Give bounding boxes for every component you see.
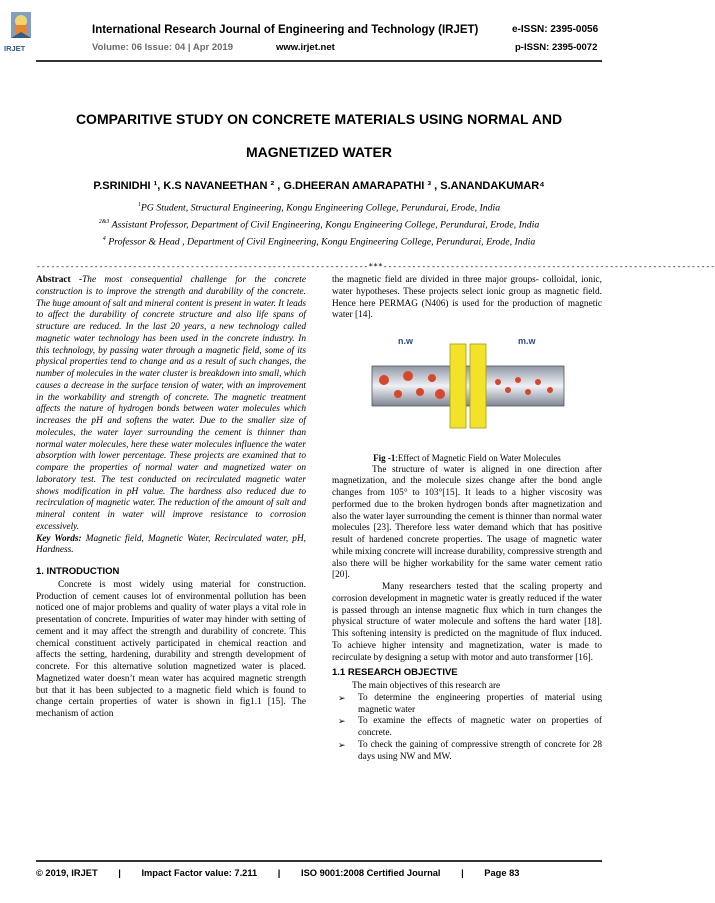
affiliation-1: $^1$PG Student, Structural Engineering, Kongu Engineering College, Perundurai, Erode, India	[137, 202, 501, 214]
section-separator: ---------------------------------------------------------------------***---------------------------------------------------------------------	[36, 262, 715, 271]
footer-rule	[36, 860, 602, 862]
pissn: p-ISSN: 2395-0072	[515, 42, 598, 53]
footer-impact: Impact Factor value: 7.211	[141, 868, 258, 878]
figure-caption-text: :Effect of Magnetic Field on Water Molecules	[395, 452, 561, 463]
footer-page: Page 83	[484, 868, 520, 878]
footer	[36, 868, 602, 878]
right-paragraph-2: The structure of water is aligned in one direction after magnetization, and the molecule sizes change after the bond angle changes from 105° to 103°[15]. It leads to a higher viscosity was performed due to the broken hydrogen bonds after magnetization and also the water layer surrounding the cement is thinner than normal water molecules [23]. Therefore less water demand which that has positive result of hardened concrete properties. The usage of magnetic water while mixing concrete will increase durability, compressive strength and also there will be higher workability for the same water cement ratio [20].	[332, 464, 602, 581]
objective-item: ➢ To determine the engineering properties of material using magnetic water	[332, 693, 602, 717]
logo-text: IRJET	[4, 44, 26, 53]
footer-sep: |	[118, 868, 121, 878]
objective-item: ➢ To examine the effects of magnetic water on properties of concrete.	[332, 716, 602, 740]
journal-website: www.irjet.net	[276, 42, 335, 53]
footer-iso: ISO 9001:2008 Certified Journal	[300, 868, 441, 878]
bullet-arrow-icon: ➢	[338, 739, 346, 750]
keywords	[36, 534, 306, 558]
figure-caption-label: Fig -1	[373, 452, 396, 463]
paper-title-line-2: MAGNETIZED WATER	[246, 144, 392, 160]
paper-title-line-1: COMPARITIVE STUDY ON CONCRETE MATERIALS USING NORMAL AND	[75, 111, 563, 127]
objective-item: ➢ To check the gaining of compressive strength of concrete for 28 days using NW and MW.	[332, 740, 602, 764]
authors: P.SRINIDHI ¹, K.S NAVANEETHAN ² , G.DHEERAN AMARAPATHI ³ , S.ANANDAKUMAR⁴	[93, 180, 545, 192]
research-objective-heading: 1.1 RESEARCH OBJECTIVE	[332, 667, 458, 679]
keywords-label: Key Words:	[36, 533, 82, 544]
footer-sep: |	[461, 868, 464, 878]
keywords-text: Magnetic field, Magnetic Water, Recirculated water, pH, Hardness.	[36, 533, 306, 556]
right-paragraph-3: Many researchers tested that the scaling property and corrosion development in magnetic water is greatly reduced if the water is passed through an intense magnetic flux which in turn changes the physical structure of water molecule and softens the hard water [18]. This softening intensity is predicted on the magnitude of flux induced. To achieve higher intensity and magnetization, water is made to recirculate by designing a setup with motor and auto transformer [16].	[332, 582, 602, 663]
intro-heading: 1. INTRODUCTION	[36, 566, 120, 577]
footer-sep: |	[277, 868, 281, 878]
footer-copyright: © 2019, IRJET	[36, 868, 98, 878]
magnetic-field-figure	[368, 330, 568, 440]
objectives-intro: The main objectives of this research are	[352, 681, 501, 691]
figure-label-nw: n.w	[398, 336, 413, 346]
journal-title: International Research Journal of Engineering and Technology (IRJET)	[92, 24, 479, 36]
affiliation-2: $^{2\&3}$ Assistant Professor, Department of Civil Engineering, Kongu Engineering College, Perundurai, Erode, India	[98, 219, 540, 231]
figure-label-mw: m.w	[518, 336, 536, 346]
figure-caption	[332, 453, 602, 465]
abstract-label: Abstract -	[36, 275, 83, 285]
bullet-arrow-icon: ➢	[338, 692, 346, 703]
eissn: e-ISSN: 2395-0056	[512, 24, 599, 35]
right-paragraph-1: the magnetic field are divided in three major groups- colloidal, ionic, water hypotheses. These projects select ionic group as magnetic field. Hence here PERMAG (N406) is used for the production of magnetic water [14].	[332, 275, 602, 321]
abstract-text: The most consequential challenge for the concrete construction is to improve the strength and durability of the concrete. The huge amount of salt and mineral content is present in water. It leads to affect the durability of concrete structure and also life spans of structure are reduced. In the last 20 years, a new technology called magnetic water technology has been used in the concrete industry. In this technology, by passing water through a magnetic field, some of its physical properties tend to change and as a result of such changes, the number of molecules in the water cluster is breakdown into small, which causes a decrease in the surface tension of water, with an improvement in the workability and strength of concrete. The magnetic treatment affects the nature of hydrogen bonds between water molecules which increases the pH and softens the water. Due to the smaller size of molecules, the water layer surrounding the cement is thinner than normal water molecules, here these water molecules influence the water absorption with lower percentage. These projects are examined that to compare the properties of normal water and magnetized water on laboratory test. The test conducted on recirculated magnetic water shows modification in pH value. The hardness also reduced due to recirculation of magnetic water. The reduction of the amount of salt and mineral content in water will improve resistance to corrosion excessively.	[36, 275, 306, 532]
volume-issue: Volume: 06 Issue: 04 | Apr 2019	[92, 42, 233, 53]
affiliation-3: $^4$ Professor & Head , Department of Civil Engineering, Kongu Engineering College, Perundurai, Erode, India	[102, 236, 536, 248]
bullet-arrow-icon: ➢	[338, 716, 346, 727]
intro-text: Concrete is most widely using material for construction. Production of cement causes lot of environmental pollution has been noticed one of major problems and quality of water plays a vital role in presentation of concrete. Impurities of water may hinder with setting of cement and it may affect the strength and durability of concrete. This chemical constituent actively participated in chemical reaction and affects the setting, hardening, durability and strength development of concrete. For this alternative solution magnetized water is placed. Magnetized water doesn’t mean water has acquired magnetic strength but that it has been subjected to a magnetic field which is found to change certain properties of water is shown in fig1.1 [15]. The mechanism of action	[36, 579, 306, 719]
header-rule	[36, 60, 602, 62]
right-column	[332, 275, 602, 763]
left-column	[36, 275, 306, 721]
abstract	[36, 275, 306, 534]
